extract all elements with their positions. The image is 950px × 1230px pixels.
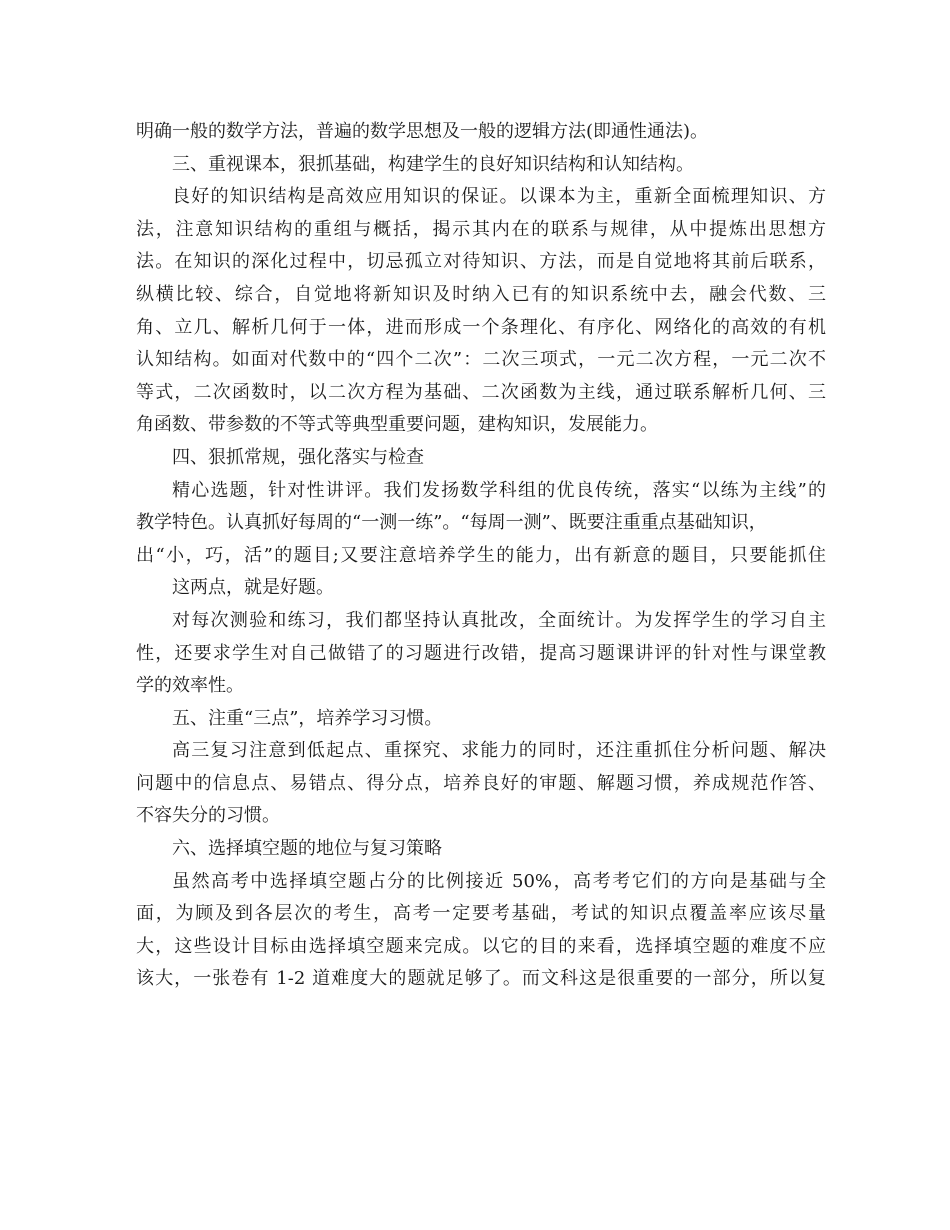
text-line: 角函数、带参数的不等式等典型重要问题，建构知识，发展能力。 [136, 414, 658, 436]
text-line: 明确一般的数学方法，普遍的数学思想及一般的逻辑方法(即通性通法)。 [136, 121, 709, 142]
text-line: 纵横比较、综合，自觉地将新知识及时纳入已有的知识系统中去，融会代数、三 [136, 283, 826, 305]
text-line: 角、立几、解析几何于一体，进而形成一个条理化、有序化、网络化的高效的有机 [136, 316, 826, 338]
text-line: 问题中的信息点、易错点、得分点，培养良好的审题、解题习惯，养成规范作答、 [136, 772, 826, 794]
text-line: 虽然高考中选择填空题占分的比例接近 50%，高考考它们的方向是基础与全 [172, 870, 826, 892]
text-line: 大，这些设计目标由选择填空题来完成。以它的目的来看，选择填空题的难度不应 [136, 935, 826, 957]
text-line: 性，还要求学生对自己做错了的习题进行改错，提高习题课讲评的针对性与课堂教 [136, 642, 826, 664]
document-body [136, 116, 826, 996]
text-line: 等式，二次函数时，以二次方程为基础、二次函数为主线，通过联系解析几何、三 [136, 381, 826, 403]
text-line: 对每次测验和练习，我们都坚持认真批改，全面统计。为发挥学生的学习自主 [172, 609, 826, 631]
text-line: 法，注意知识结构的重组与概括，揭示其内在的联系与规律，从中提炼出思想方 [136, 218, 826, 240]
text-line: 精心选题，针对性讲评。我们发扬数学科组的优良传统，落实“以练为主线”的 [172, 479, 826, 501]
text-line: 法。在知识的深化过程中，切忌孤立对待知识、方法，而是自觉地将其前后联系， [136, 251, 826, 273]
section-heading: 四、狠抓常规，强化落实与检查 [172, 446, 424, 468]
text-line: 认知结构。如面对代数中的“四个二次”：二次三项式，一元二次方程，一元二次不 [136, 349, 826, 371]
text-line: 不容失分的习惯。 [136, 805, 280, 827]
text-line: 该大，一张卷有 1-2 道难度大的题就足够了。而文科这是很重要的一部分，所以复 [136, 968, 826, 990]
text-line: 面，为顾及到各层次的考生，高考一定要考基础，考试的知识点覆盖率应该尽量 [136, 903, 826, 925]
section-heading: 五、注重“三点”，培养学习习惯。 [172, 707, 443, 729]
text-line: 出“小，巧，活”的题目;又要注意培养学生的能力，出有新意的题目，只要能抓住 [136, 544, 826, 566]
text-line: 这两点，就是好题。 [172, 577, 334, 599]
text-line: 良好的知识结构是高效应用知识的保证。以课本为主，重新全面梳理知识、方 [172, 186, 826, 208]
section-heading: 三、重视课本，狠抓基础，构建学生的良好知识结构和认知结构。 [172, 153, 694, 175]
section-heading: 六、选择填空题的地位与复习策略 [172, 838, 442, 860]
text-line: 学的效率性。 [136, 675, 244, 697]
text-line: 高三复习注意到低起点、重探究、求能力的同时，还注重抓住分析问题、解决 [172, 740, 826, 762]
text-line: 教学特色。认真抓好每周的“一测一练”。“每周一测”、既要注重重点基础知识， [136, 512, 767, 534]
